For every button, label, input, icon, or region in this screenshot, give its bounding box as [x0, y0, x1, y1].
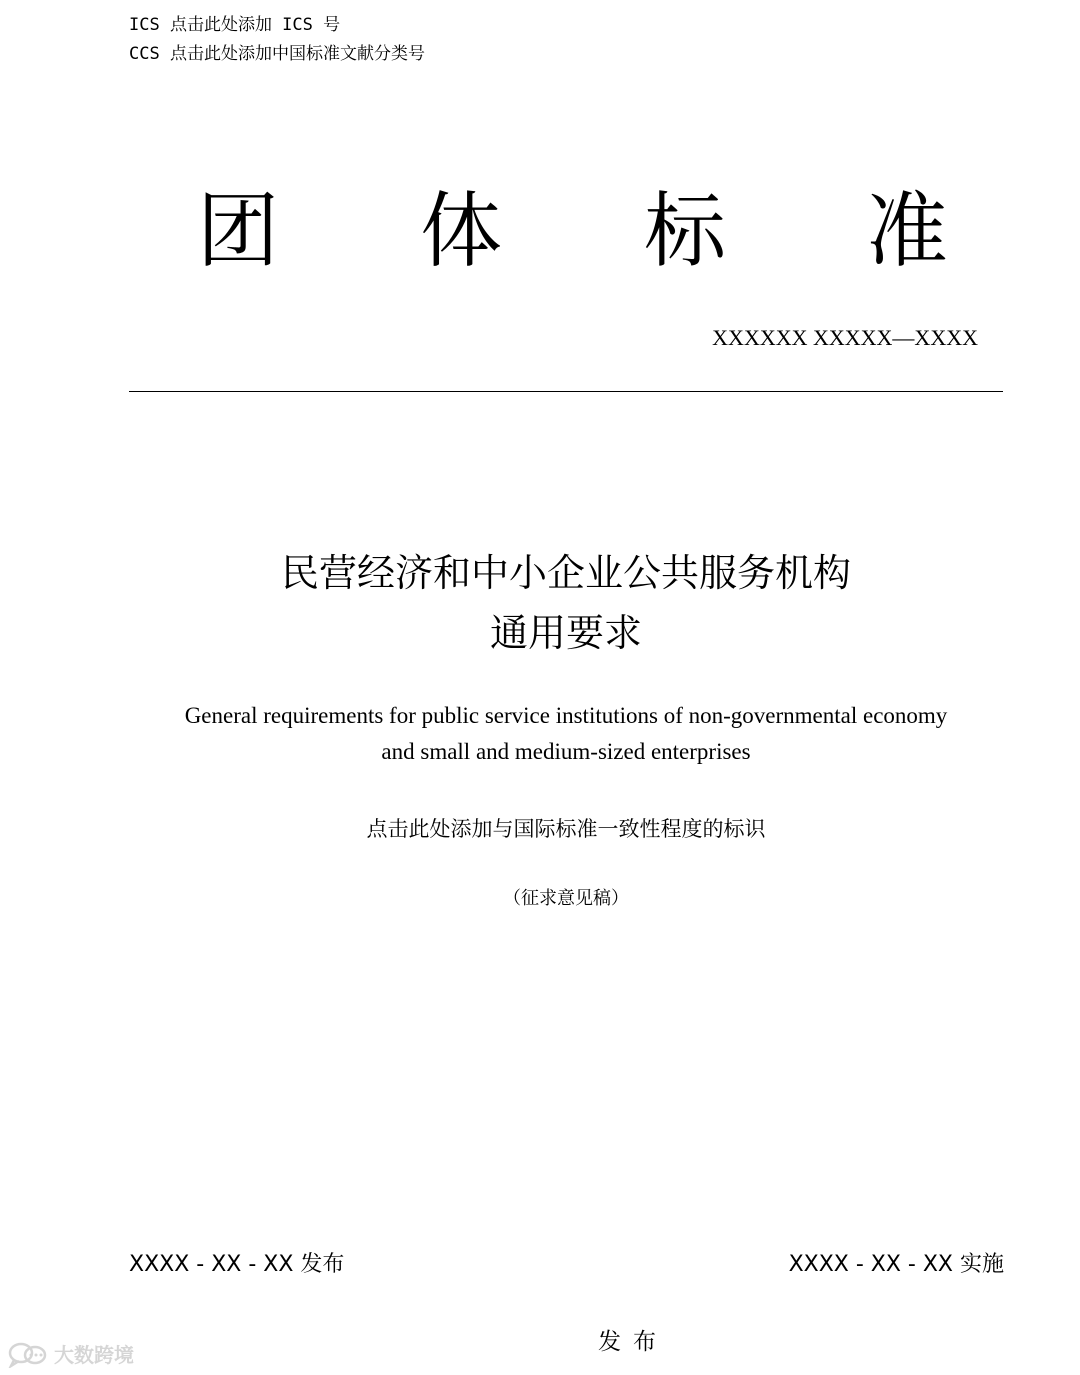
publish-date: XXXX - XX - XX 发布 — [129, 1252, 345, 1277]
ccs-code: CCS 点击此处添加中国标准文献分类号 — [129, 44, 425, 64]
standard-number: XXXXXX XXXXX—XXXX — [712, 325, 978, 350]
draft-status: （征求意见稿） — [503, 888, 629, 909]
title-zh-line-1: 民营经济和中小企业公共服务机构 — [280, 551, 851, 595]
implement-date: XXXX - XX - XX 实施 — [788, 1252, 1004, 1277]
title-zh-line-2: 通用要求 — [489, 611, 642, 655]
watermark — [8, 1342, 134, 1368]
conformity-note: 点击此处添加与国际标准一致性程度的标识 — [366, 817, 766, 841]
category-char-1: 团 — [196, 184, 279, 279]
category-char-2: 体 — [419, 184, 502, 279]
title-en-line-1: General requirements for public service institutions of non-governmental economy — [184, 703, 948, 728]
category-char-3: 标 — [643, 184, 726, 279]
title-en-line-2: and small and medium-sized enterprises — [381, 739, 751, 764]
ics-code: ICS 点击此处添加 ICS 号 — [129, 15, 341, 35]
category-char-4: 准 — [865, 184, 948, 279]
watermark-text: 大数跨境 — [54, 1343, 134, 1367]
publisher-label: 发布 — [598, 1329, 668, 1355]
chat-bubbles-icon — [8, 1342, 48, 1368]
header-divider — [129, 391, 1003, 392]
